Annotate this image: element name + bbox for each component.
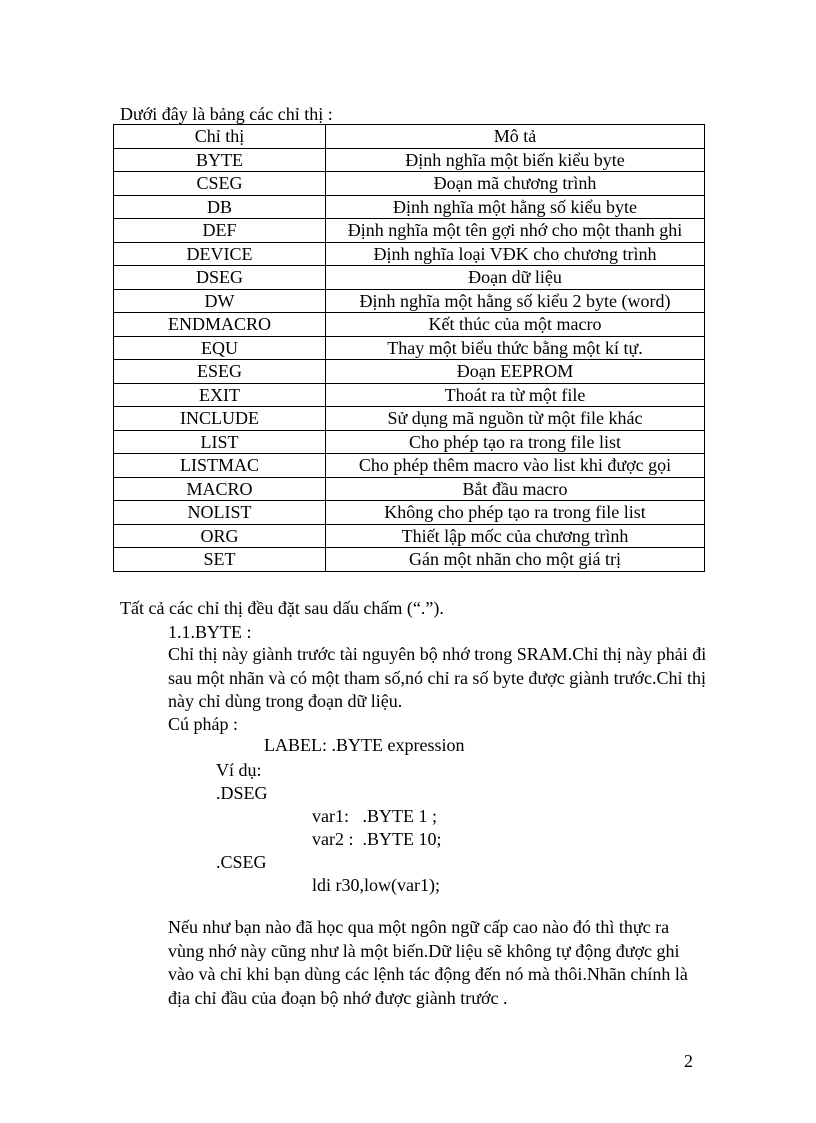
code-var2: var2 : .BYTE 10; bbox=[312, 829, 442, 849]
directive-cell: LISTMAC bbox=[114, 454, 326, 478]
description-cell: Sử dụng mã nguồn từ một file khác bbox=[326, 407, 705, 431]
table-row bbox=[114, 360, 705, 384]
directive-cell: DB bbox=[114, 195, 326, 219]
table-row bbox=[114, 148, 705, 172]
table-row bbox=[114, 501, 705, 525]
table-row bbox=[114, 524, 705, 548]
directive-cell: ENDMACRO bbox=[114, 313, 326, 337]
directive-cell: MACRO bbox=[114, 477, 326, 501]
directive-cell: DEF bbox=[114, 219, 326, 243]
directive-cell: ORG bbox=[114, 524, 326, 548]
directives-table bbox=[113, 124, 705, 572]
description-cell: Định nghĩa một biến kiểu byte bbox=[326, 148, 705, 172]
description-cell: Thay một biểu thức bằng một kí tự. bbox=[326, 336, 705, 360]
description-cell: Bắt đầu macro bbox=[326, 477, 705, 501]
section-title: 1.1.BYTE : bbox=[168, 622, 252, 642]
table-row bbox=[114, 383, 705, 407]
directive-cell: SET bbox=[114, 548, 326, 572]
table-row bbox=[114, 242, 705, 266]
directive-cell: EXIT bbox=[114, 383, 326, 407]
description-cell: Định nghĩa một hằng số kiểu 2 byte (word) bbox=[326, 289, 705, 313]
code-ldi: ldi r30,low(var1); bbox=[312, 875, 440, 895]
description-cell: Gán một nhãn cho một giá trị bbox=[326, 548, 705, 572]
directive-note: Tất cả các chỉ thị đều đặt sau dấu chấm (“.”). bbox=[120, 598, 444, 618]
table-row bbox=[114, 195, 705, 219]
table-row bbox=[114, 407, 705, 431]
directive-cell: EQU bbox=[114, 336, 326, 360]
syntax-line: LABEL: .BYTE expression bbox=[264, 735, 465, 755]
example-label: Ví dụ: bbox=[216, 760, 262, 780]
code-dseg: .DSEG bbox=[216, 783, 268, 803]
description-cell: Định nghĩa một hằng số kiểu byte bbox=[326, 195, 705, 219]
explanation-paragraph: Nếu như bạn nào đã học qua một ngôn ngữ cấp cao nào đó thì thực ra vùng nhớ này cũng như là một biến.Dữ liệu sẽ không tự động được ghi vào và chỉ khi bạn dùng các lệnh tác động đến nó mà thôi.Nhãn chính là địa chỉ đầu của đoạn bộ nhớ được giành trước . bbox=[168, 917, 688, 1008]
directive-cell: LIST bbox=[114, 430, 326, 454]
description-cell: Định nghĩa loại VĐK cho chương trình bbox=[326, 242, 705, 266]
directive-cell: ESEG bbox=[114, 360, 326, 384]
description-cell: Đoạn dữ liệu bbox=[326, 266, 705, 290]
table-body bbox=[114, 148, 705, 571]
directive-cell: DEVICE bbox=[114, 242, 326, 266]
directive-cell: CSEG bbox=[114, 172, 326, 196]
directive-cell: INCLUDE bbox=[114, 407, 326, 431]
directive-cell: BYTE bbox=[114, 148, 326, 172]
directive-cell: DW bbox=[114, 289, 326, 313]
description-cell: Thiết lập mốc của chương trình bbox=[326, 524, 705, 548]
table-row bbox=[114, 336, 705, 360]
table-row bbox=[114, 172, 705, 196]
table-row bbox=[114, 548, 705, 572]
table-row bbox=[114, 477, 705, 501]
table-row bbox=[114, 266, 705, 290]
header-directive: Chỉ thị bbox=[114, 125, 326, 149]
table-row bbox=[114, 313, 705, 337]
header-description: Mô tả bbox=[326, 125, 705, 149]
table-row bbox=[114, 289, 705, 313]
description-cell: Cho phép thêm macro vào list khi được gọi bbox=[326, 454, 705, 478]
description-cell: Đoạn mã chương trình bbox=[326, 172, 705, 196]
description-cell: Kết thúc của một macro bbox=[326, 313, 705, 337]
syntax-label: Cú pháp : bbox=[168, 714, 238, 734]
description-cell: Cho phép tạo ra trong file list bbox=[326, 430, 705, 454]
code-var1: var1: .BYTE 1 ; bbox=[312, 806, 437, 826]
directive-cell: NOLIST bbox=[114, 501, 326, 525]
table-intro: Dưới đây là bảng các chỉ thị : bbox=[120, 104, 333, 124]
description-cell: Không cho phép tạo ra trong file list bbox=[326, 501, 705, 525]
table-row bbox=[114, 454, 705, 478]
byte-description-paragraph: Chỉ thị này giành trước tài nguyên bộ nhớ trong SRAM.Chỉ thị này phải đi sau một nhãn và có một tham số,nó chỉ ra số byte được giành trước.Chỉ thị này chỉ dùng trong đoạn dữ liệu. bbox=[168, 644, 707, 711]
directive-cell: DSEG bbox=[114, 266, 326, 290]
description-cell: Đoạn EEPROM bbox=[326, 360, 705, 384]
table-row bbox=[114, 219, 705, 243]
description-cell: Định nghĩa một tên gợi nhớ cho một thanh ghi bbox=[326, 219, 705, 243]
table-header-row bbox=[114, 125, 705, 149]
code-cseg: .CSEG bbox=[216, 852, 267, 872]
page-number: 2 bbox=[684, 1051, 693, 1071]
table-row bbox=[114, 430, 705, 454]
description-cell: Thoát ra từ một file bbox=[326, 383, 705, 407]
